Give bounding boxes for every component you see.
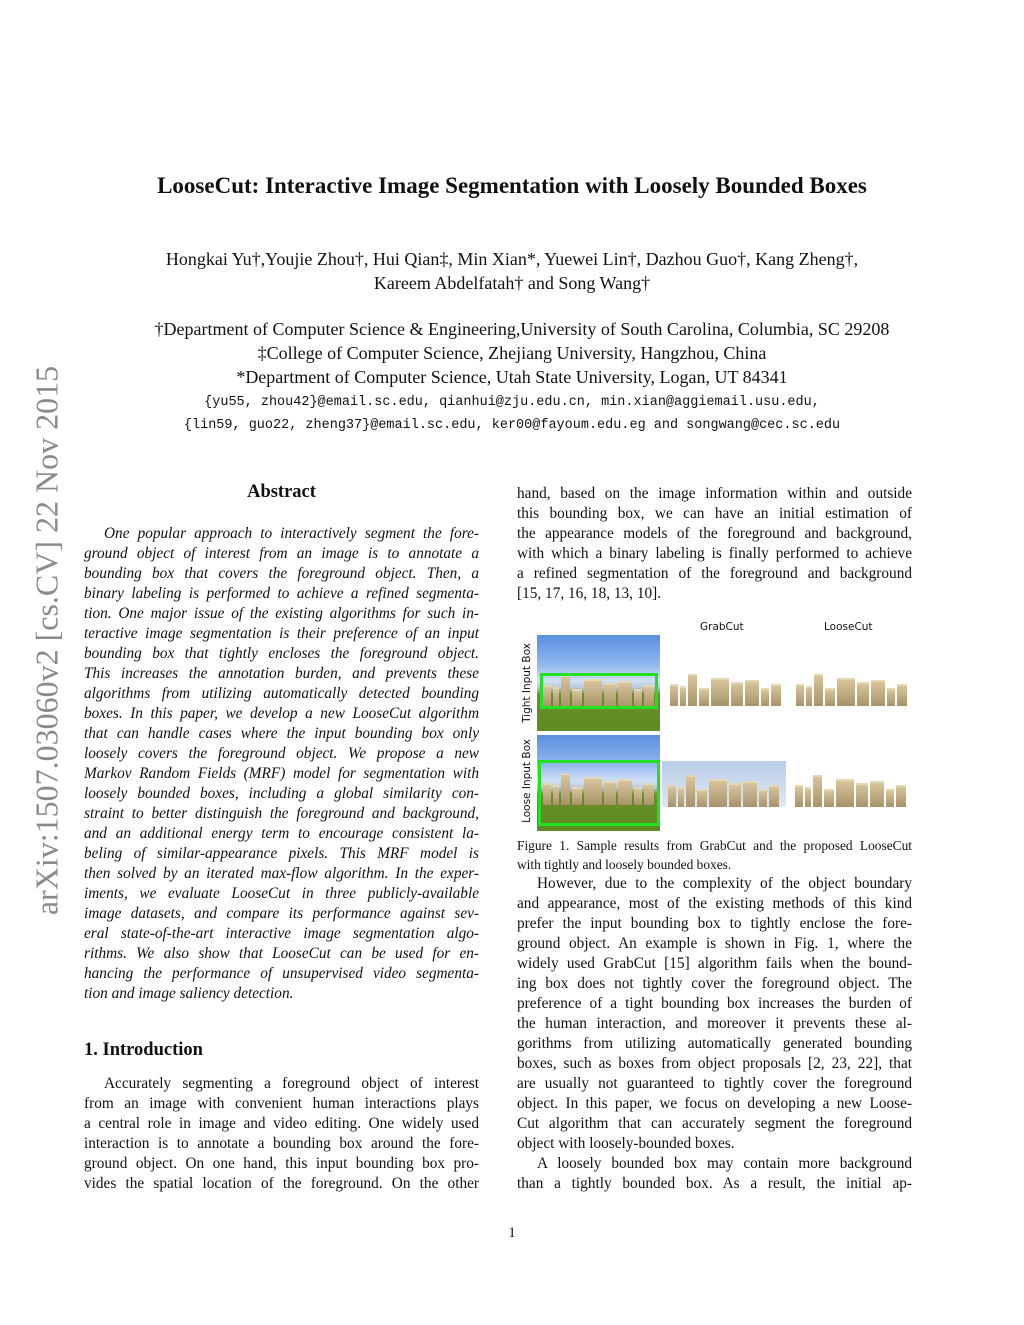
text-line: a central role in image and video editing. One widely used [84, 1115, 479, 1132]
text-line: eral state-of-the-art interactive image segmentation algo- [84, 925, 479, 942]
figure-1 [515, 610, 915, 836]
text-line: with which a binary labeling is finally performed to achieve [517, 545, 912, 562]
text-line: loosely covers the foreground object. We propose a new [84, 745, 479, 762]
input-image-loose [537, 735, 660, 831]
text-line: are usually not guaranteed to tightly cover the foreground [517, 1075, 912, 1092]
affiliation: †Department of Computer Science & Engineering,University of South Carolina, Columbia, SC 29208 [154, 319, 890, 339]
text-line: preference of a tight bounding box increases the burden of [517, 995, 912, 1012]
figure-col-label-grabcut: GrabCut [700, 621, 744, 633]
text-line: A loosely bounded box may contain more background [537, 1155, 912, 1172]
text-line: Accurately segmenting a foreground object of interest [104, 1075, 479, 1092]
text-line: object. In this paper, we focus on developing a new Loose- [517, 1095, 912, 1112]
page-number: 1 [508, 1225, 516, 1241]
affiliation: ‡College of Computer Science, Zhejiang University, Hangzhou, China [257, 343, 767, 363]
text-line: the appearance models of the foreground and background, [517, 525, 912, 542]
text-line: bounding box that covers the foreground object. Then, a [84, 565, 479, 582]
text-line: then solved by an iterated max-flow algorithm. In the exper- [84, 865, 479, 882]
text-line: hand, based on the image information within and outside [517, 485, 912, 502]
text-line: ground object. An example is shown in Fig. 1, where the [517, 935, 912, 952]
text-line: rithms. We also show that LooseCut can be used for en- [84, 945, 479, 962]
text-line: hancing the performance of unsupervised video segmenta- [84, 965, 479, 982]
authors-line-2: Kareem Abdelfatah† and Song Wang† [373, 273, 651, 293]
text-line: prefer the input bounding box to tightly enclose the fore- [517, 915, 912, 932]
paper-title: LooseCut: Interactive Image Segmentation with Loosely Bounded Boxes [157, 173, 867, 198]
loose-bounding-box [538, 760, 660, 826]
text-line: this bounding box, we can have an initial estimation of [517, 505, 912, 522]
loosecut-result-tight [790, 670, 914, 706]
text-line: and an additional energy term to encourage consistent la- [84, 825, 479, 842]
text-line: Figure 1. Sample results from GrabCut and the proposed LooseCut [517, 838, 912, 853]
text-line: from an image with convenient human interactions plays [84, 1095, 479, 1112]
authors-line-1: Hongkai Yu†,Youjie Zhou†, Hui Qian‡, Min Xian*, Yuewei Lin†, Dazhou Guo†, Kang Zheng†, [165, 249, 859, 269]
tight-bounding-box [540, 673, 658, 709]
figure-row-label-tight: Tight Input Box [521, 643, 533, 723]
abstract-body [84, 524, 479, 1004]
text-line: Markov Random Fields (MRF) model for segmentation with [84, 765, 479, 782]
figure-row-label-loose: Loose Input Box [521, 739, 533, 823]
text-line: This increases the annotation burden, and prevents these [84, 665, 479, 682]
text-line: bounding box that tightly encloses the foreground object. [84, 645, 479, 662]
text-line: boxes. In this paper, we develop a new LooseCut algorithm [84, 705, 479, 722]
email-line: {yu55, zhou42}@email.sc.edu, qianhui@zju.edu.cn, min.xian@aggiemail.usu.edu, [204, 395, 820, 410]
text-line: tion and image saliency detection. [84, 985, 294, 1002]
text-line: straint to better distinguish the foreground and background, [84, 805, 479, 822]
text-line: and appearance, most of the existing methods of this kind [517, 895, 912, 912]
text-line: Cut algorithm that can accurately segment the foreground [517, 1115, 912, 1132]
figure-col-label-loosecut: LooseCut [824, 621, 873, 633]
arxiv-stamp: arXiv:1507.03060v2 [cs.CV] 22 Nov 2015 [28, 365, 65, 916]
text-line: One popular approach to interactively segment the fore- [104, 525, 479, 542]
text-line: vides the spatial location of the foreground. On the other [84, 1175, 479, 1192]
text-line: gorithms from utilizing automatically generated bounding [517, 1035, 912, 1052]
text-line: with tightly and loosely bounded boxes. [517, 857, 732, 872]
text-line: a refined segmentation of the foreground and background [517, 565, 912, 582]
affiliation: *Department of Computer Science, Utah State University, Logan, UT 84341 [236, 367, 788, 387]
grabcut-result-loose [662, 761, 786, 807]
text-line: interaction is to annotate a bounding box around the fore- [84, 1135, 479, 1152]
text-line: ground object of interest from an image is to annotate a [84, 545, 479, 562]
text-line: teractive image segmentation is their preference of an input [84, 625, 479, 642]
text-line: image datasets, and compare its performance against sev- [84, 905, 479, 922]
right-paragraph-1 [517, 874, 912, 1154]
section-heading-introduction: 1. Introduction [84, 1040, 203, 1060]
text-line: ground object. On one hand, this input bounding box pro- [84, 1155, 479, 1172]
text-line: object with loosely-bounded boxes. [517, 1135, 735, 1152]
right-paragraph-2 [517, 1154, 912, 1194]
grabcut-result-tight [664, 670, 788, 706]
text-line: boxes, such as boxes from object proposals [2, 23, 22], that [517, 1055, 912, 1072]
email-line: {lin59, guo22, zheng37}@email.sc.edu, ker00@fayoum.edu.eg and songwang@cec.sc.edu [183, 418, 841, 433]
right-top-paragraph [517, 484, 912, 604]
text-line: than a tightly bounded box. As a result, the initial ap- [517, 1175, 912, 1192]
figure-caption [517, 836, 912, 874]
text-line: algorithms from utilizing automatically detected bounding [84, 685, 479, 702]
text-line: the human interaction, and moreover it prevents these al- [517, 1015, 912, 1032]
text-line: iments, we evaluate LooseCut in three publicly-available [84, 885, 479, 902]
text-line: However, due to the complexity of the object boundary [537, 875, 912, 892]
text-line: widely used GrabCut [15] algorithm fails when the bound- [517, 955, 912, 972]
text-line: that can handle cases where the input bounding box only [84, 725, 479, 742]
text-line: ing box does not tightly cover the foreground object. The [517, 975, 912, 992]
text-line: loosely bounded boxes, including a global similarity con- [84, 785, 479, 802]
text-line: [15, 17, 16, 18, 13, 10]. [517, 585, 662, 602]
text-line: tion. One major issue of the existing algorithms for such in- [84, 605, 479, 622]
intro-paragraph [84, 1074, 479, 1194]
abstract-heading: Abstract [247, 482, 316, 502]
text-line: beling of similar-appearance pixels. This MRF model is [84, 845, 479, 862]
input-image-tight [537, 635, 660, 731]
loosecut-result-loose [789, 771, 913, 807]
text-line: binary labeling is performed to achieve a refined segmenta- [84, 585, 479, 602]
